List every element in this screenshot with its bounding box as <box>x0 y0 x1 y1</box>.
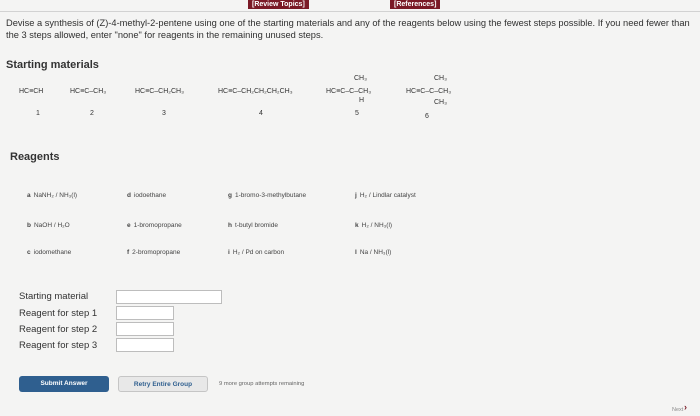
starting-material-1: HC≡CH <box>19 88 44 95</box>
starting-material-5: HC≡C–C–CH₃ <box>326 88 372 95</box>
step1-reagent-input[interactable] <box>116 306 174 320</box>
starting-material-3: HC≡C–CH₂CH₃ <box>135 88 184 95</box>
step2-reagent-input[interactable] <box>116 322 174 336</box>
reagent-k: k H₂ / NH₃(l) <box>355 222 393 229</box>
step3-reagent-input[interactable] <box>116 338 174 352</box>
retry-group-button[interactable]: Retry Entire Group <box>118 376 208 392</box>
step2-label: Reagent for step 2 <box>19 324 98 335</box>
reagent-h: h t-butyl bromide <box>228 222 278 229</box>
question-text: Devise a synthesis of (Z)-4-methyl-2-pentene using one of the starting materials and any of the reagents below using the fewest steps possible. If you need fewer than the 3 steps allowed, enter "none" for reagents in the remaining unused steps. <box>6 18 690 40</box>
starting-material-number: 1 <box>36 110 40 117</box>
starting-material-6: HC≡C–C–CH₃ <box>406 88 452 95</box>
reagent-d: d iodoethane <box>127 192 167 199</box>
reagent-b: b NaOH / H₂O <box>27 222 70 229</box>
references-link[interactable]: [References] <box>390 0 440 9</box>
reagent-f: f 2-bromopropane <box>127 249 181 256</box>
next-arrow-icon[interactable]: › <box>684 402 687 412</box>
attempts-remaining-text: 9 more group attempts remaining <box>219 381 305 387</box>
starting-material-6-top-group: CH₃ <box>434 75 447 82</box>
reagents-title: Reagents <box>10 151 60 163</box>
next-button[interactable]: Next <box>672 407 684 413</box>
starting-material-4: HC≡C–CH₂CH₂CH₂CH₃ <box>218 88 293 95</box>
starting-material-label: Starting material <box>19 291 89 302</box>
review-topics-link[interactable]: [Review Topics] <box>248 0 309 9</box>
step3-label: Reagent for step 3 <box>19 340 98 351</box>
starting-material-6-bottom-group: CH₃ <box>434 99 447 106</box>
starting-material-number: 5 <box>355 110 359 117</box>
reagent-e: e 1-bromopropane <box>127 222 182 229</box>
reagent-l: l Na / NH₃(l) <box>355 249 392 256</box>
starting-material-number: 6 <box>425 113 429 120</box>
submit-answer-button[interactable]: Submit Answer <box>19 376 109 392</box>
starting-materials-title: Starting materials <box>6 59 99 71</box>
starting-material-number: 3 <box>162 110 166 117</box>
reagent-j: j H₂ / Lindlar catalyst <box>355 192 416 199</box>
starting-material-input[interactable] <box>116 290 222 304</box>
top-bar <box>0 0 700 12</box>
starting-material-2: HC≡C–CH₃ <box>70 88 107 95</box>
step1-label: Reagent for step 1 <box>19 308 98 319</box>
reagent-g: g 1-bromo-3-methylbutane <box>228 192 307 199</box>
reagent-a: a NaNH₂ / NH₃(l) <box>27 192 78 199</box>
starting-material-5-bottom-group: H <box>359 97 365 104</box>
starting-material-5-top-group: CH₃ <box>354 75 367 82</box>
reagent-c: c iodomethane <box>27 249 72 256</box>
starting-material-number: 4 <box>259 110 263 117</box>
starting-material-number: 2 <box>90 110 94 117</box>
reagent-i: i H₂ / Pd on carbon <box>228 249 285 256</box>
